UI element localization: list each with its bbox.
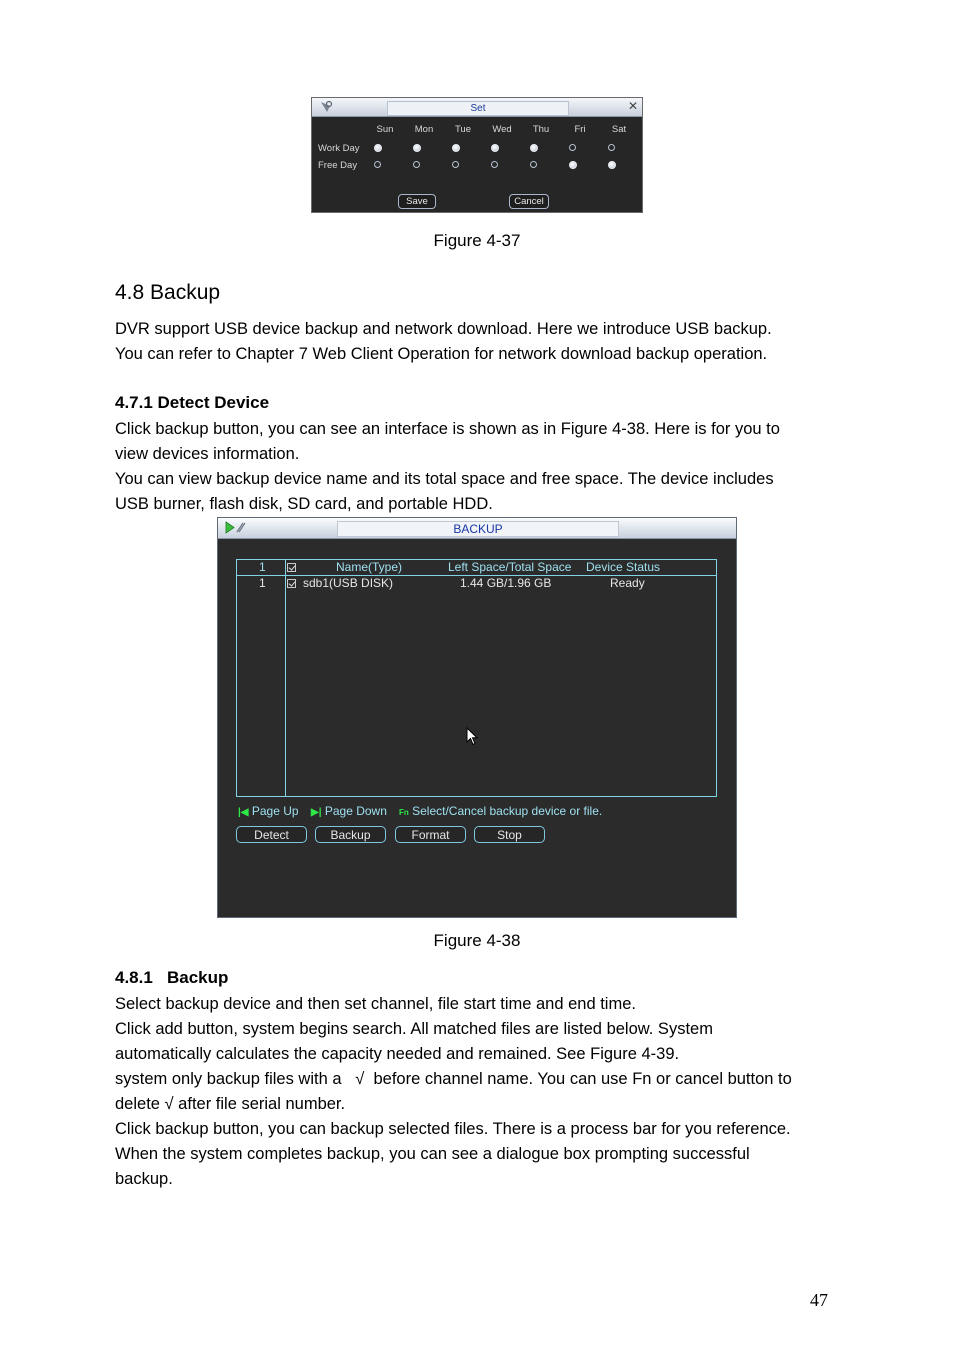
body-text: Click add button, system begins search. All matched files are listed below. System — [115, 1020, 713, 1038]
column-header-space: Left Space/Total Space — [448, 560, 572, 574]
page-down-icon: ▶| — [311, 807, 322, 818]
radio-unselected[interactable] — [491, 161, 498, 168]
radio-selected[interactable] — [452, 144, 460, 152]
radio-selected[interactable] — [608, 161, 616, 169]
stop-button[interactable]: Stop — [474, 826, 545, 843]
figure-caption: Figure 4-37 — [433, 231, 521, 250]
device-name[interactable]: sdb1(USB DISK) — [303, 576, 394, 590]
radio-unselected[interactable] — [608, 144, 615, 151]
body-text: backup. — [115, 1170, 173, 1188]
detect-button[interactable]: Detect — [236, 826, 307, 843]
section-heading: 4.8 Backup — [115, 281, 221, 304]
set-dialog-titlebar — [312, 98, 642, 117]
radio-unselected[interactable] — [569, 144, 576, 151]
device-checkbox[interactable] — [287, 579, 296, 588]
body-text: You can view backup device name and its total space and free space. The device includes — [115, 470, 774, 488]
row-number: 1 — [259, 576, 266, 590]
fn-hint — [399, 804, 602, 818]
body-text: DVR support USB device backup and network download. Here we introduce USB backup. — [115, 320, 772, 338]
radio-selected[interactable] — [569, 161, 577, 169]
body-text: USB burner, flash disk, SD card, and portable HDD. — [115, 495, 493, 513]
radio-unselected[interactable] — [452, 161, 459, 168]
body-text: Select backup device and then set channel, file start time and end time. — [115, 995, 636, 1013]
page-up-label: Page Up — [251, 804, 299, 818]
radio-unselected[interactable] — [530, 161, 537, 168]
save-button[interactable]: Save — [398, 194, 436, 209]
day-header: Mon — [414, 124, 434, 135]
play-icon — [224, 520, 246, 535]
body-text: When the system completes backup, you can see a dialogue box prompting successful — [115, 1145, 750, 1163]
day-header: Fri — [574, 124, 586, 135]
mouse-cursor-icon — [466, 727, 480, 747]
radio-selected[interactable] — [374, 144, 382, 152]
day-header: Wed — [492, 124, 512, 135]
radio-selected[interactable] — [530, 144, 538, 152]
figure-caption: Figure 4-38 — [433, 931, 521, 950]
column-header-number: 1 — [259, 560, 266, 574]
cancel-button[interactable]: Cancel — [509, 194, 549, 209]
device-status: Ready — [610, 576, 645, 590]
fn-key-icon: Fn — [399, 808, 409, 817]
subsection-heading: 4.8.1 Backup — [115, 968, 229, 987]
day-header: Sun — [376, 124, 394, 135]
body-text: delete √ after file serial number. — [115, 1095, 346, 1113]
device-space: 1.44 GB/1.96 GB — [460, 576, 552, 590]
body-text: system only backup files with a √ before channel name. You can use Fn or cancel button to — [115, 1070, 792, 1088]
column-header-status: Device Status — [586, 560, 661, 574]
page-up-hint — [238, 804, 299, 818]
free-day-label: Free Day — [318, 160, 358, 171]
radio-selected[interactable] — [413, 144, 421, 152]
page-down-label: Page Down — [324, 804, 387, 818]
subsection-heading: 4.7.1 Detect Device — [115, 393, 270, 412]
select-all-checkbox[interactable] — [287, 563, 296, 572]
backup-button[interactable]: Backup — [315, 826, 386, 843]
close-icon[interactable]: ✕ — [627, 99, 638, 113]
column-header-name: Name(Type) — [336, 560, 403, 574]
set-dialog — [311, 97, 643, 213]
radio-unselected[interactable] — [374, 161, 381, 168]
body-text: You can refer to Chapter 7 Web Client Operation for network download backup operation. — [115, 345, 768, 363]
page-number: 47 — [810, 1290, 828, 1310]
page-up-icon: |◀ — [238, 807, 249, 818]
device-table — [236, 559, 717, 797]
day-header: Thu — [532, 124, 550, 135]
set-dialog-title: Set — [387, 101, 569, 116]
fn-hint-label: Select/Cancel backup device or file. — [412, 804, 603, 818]
body-text: view devices information. — [115, 445, 300, 463]
backup-window-title: BACKUP — [337, 521, 619, 537]
backup-titlebar — [218, 518, 736, 539]
body-text: automatically calculates the capacity needed and remained. See Figure 4-39. — [115, 1045, 680, 1063]
work-day-label: Work Day — [318, 143, 360, 154]
backup-window — [217, 517, 737, 918]
body-text: Click backup button, you can see an interface is shown as in Figure 4-38. Here is for you to — [115, 420, 780, 438]
page-down-hint — [311, 804, 387, 818]
format-button[interactable]: Format — [395, 826, 466, 843]
body-text: Click backup button, you can backup selected files. There is a process bar for you reference. — [115, 1120, 791, 1138]
day-header: Sat — [611, 124, 627, 135]
day-header: Tue — [454, 124, 472, 135]
app-logo-icon — [318, 100, 334, 114]
radio-unselected[interactable] — [413, 161, 420, 168]
radio-selected[interactable] — [491, 144, 499, 152]
